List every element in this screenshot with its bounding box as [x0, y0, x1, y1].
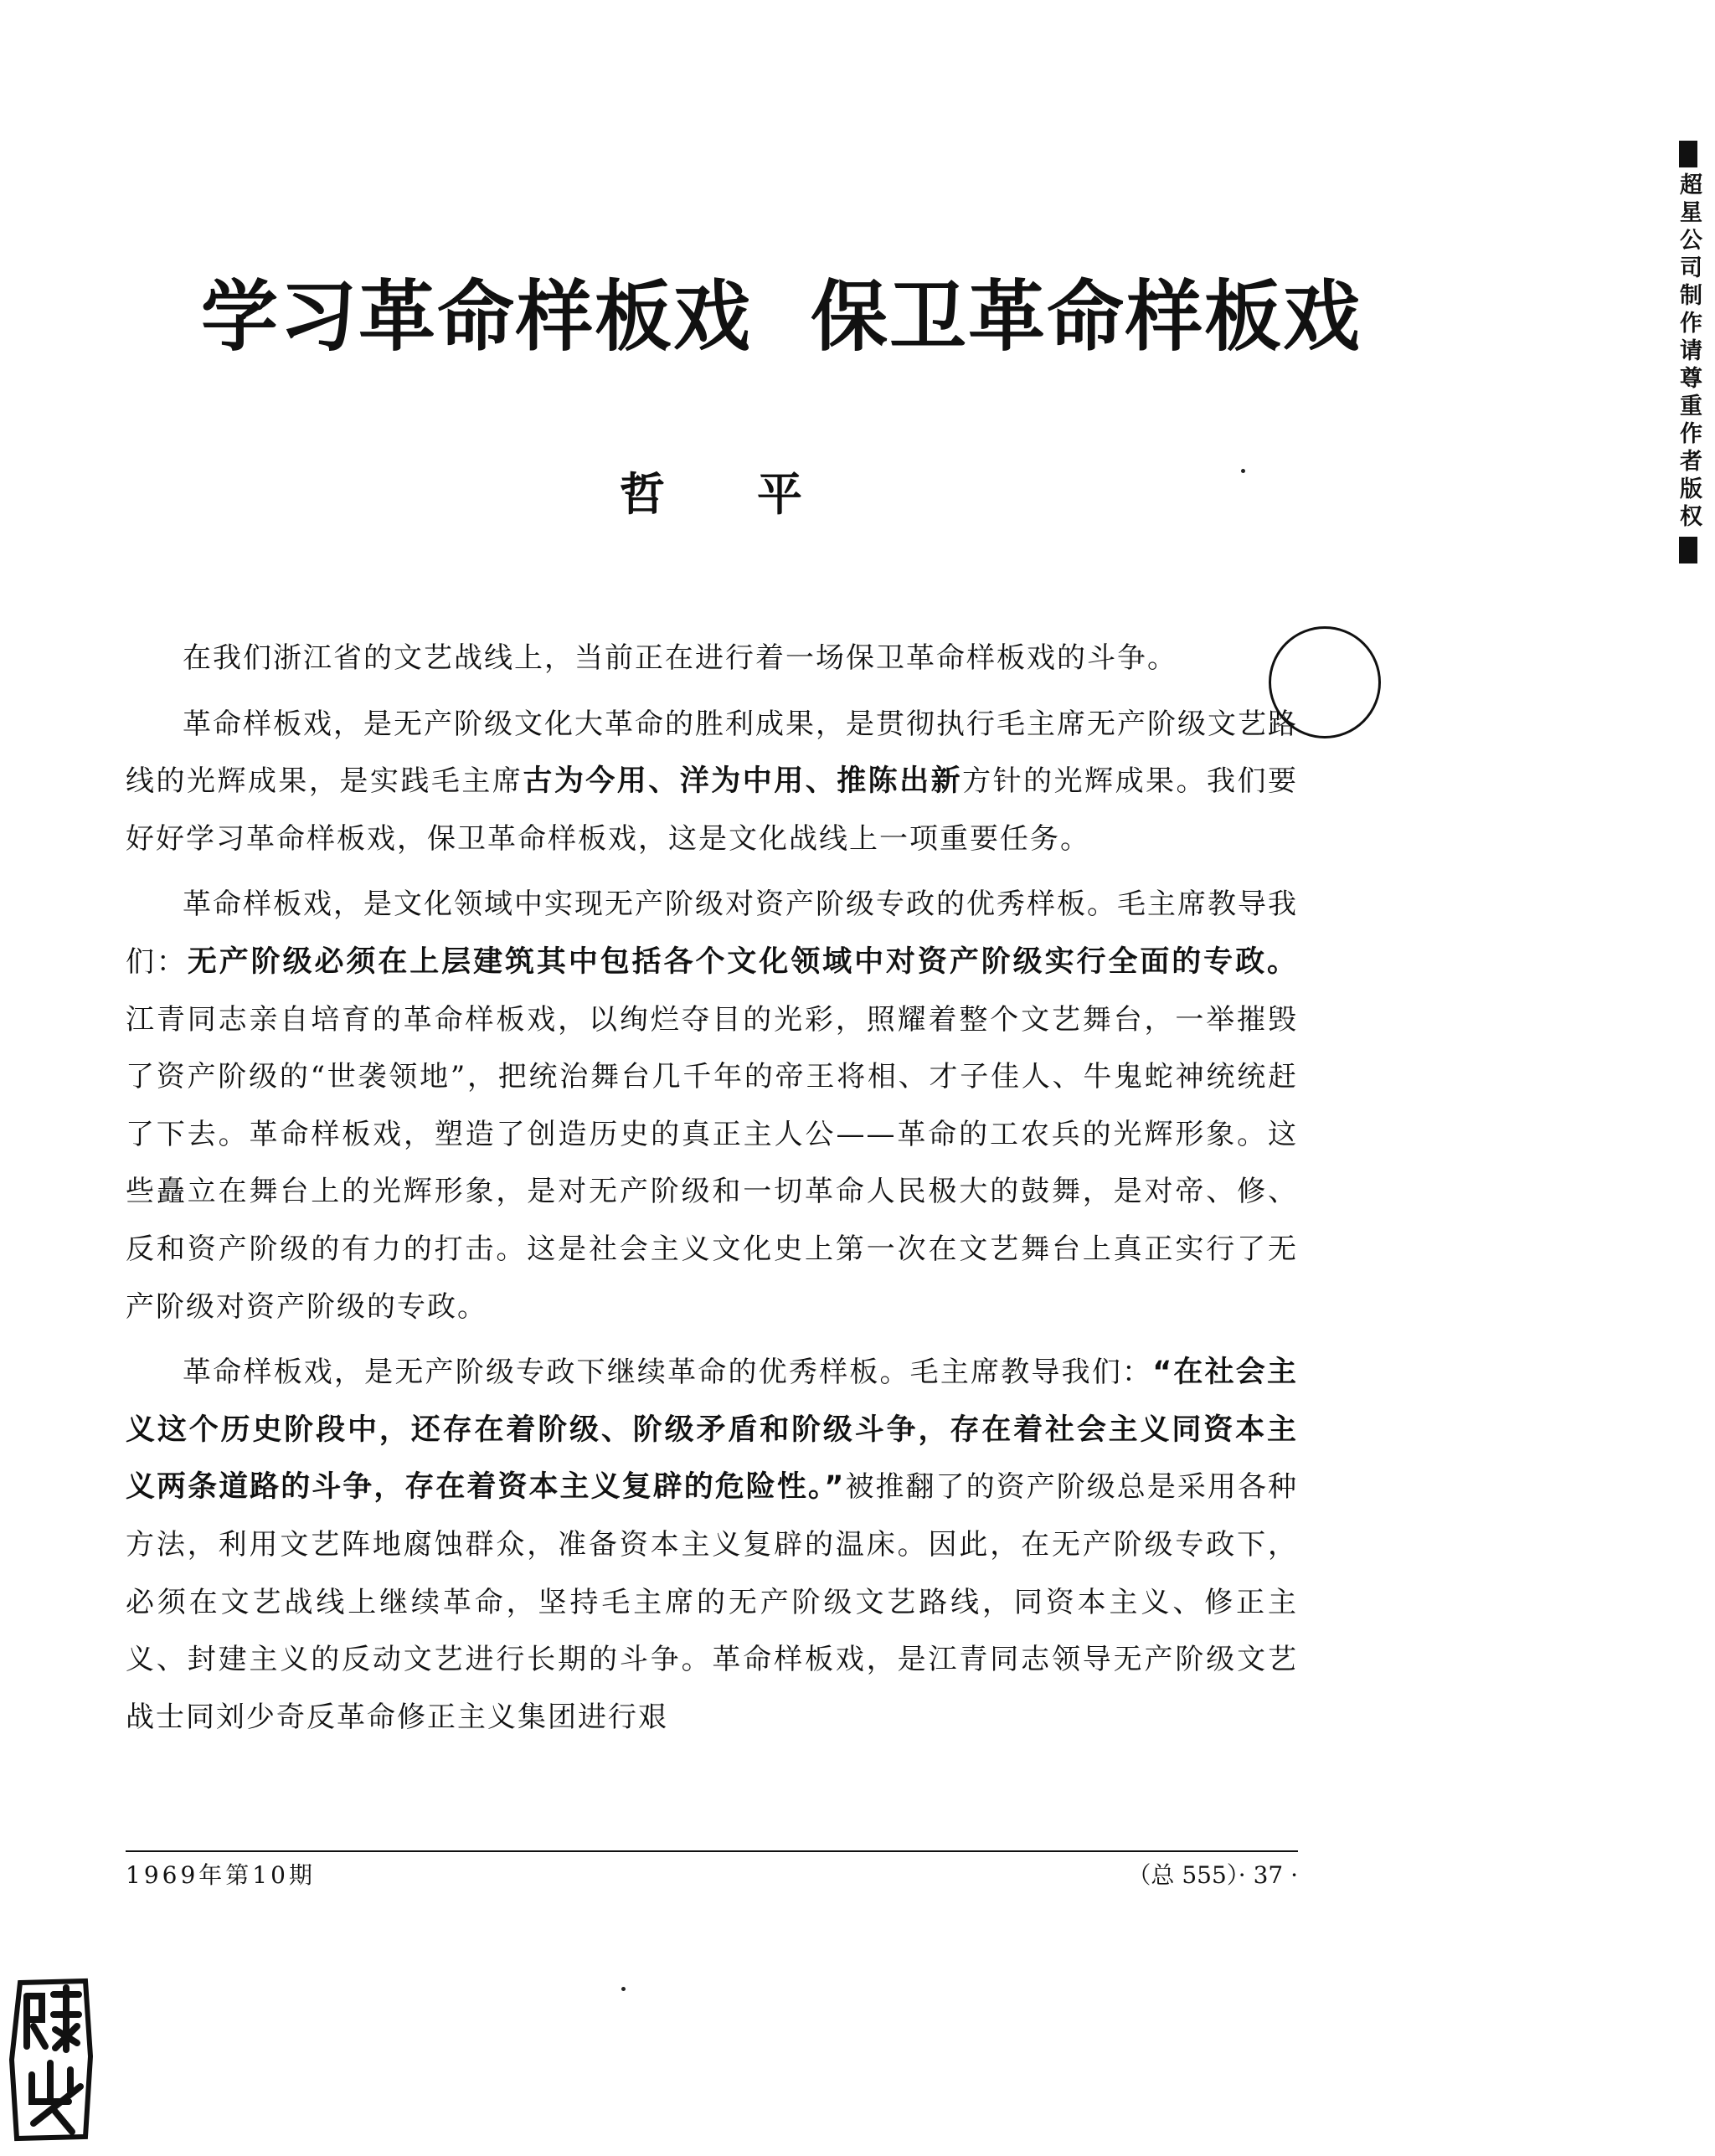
issue-label: 1969年第10期: [126, 1861, 316, 1889]
quote-dictatorship: 无产阶级必须在上层建筑其中包括各个文化领域中对资产阶级实行全面的专政。: [187, 944, 1298, 979]
author-name: 哲平: [620, 467, 894, 521]
paragraph-3: [126, 876, 1298, 1335]
title-part-2: 保卫革命样板戏: [811, 272, 1362, 362]
article-body: [126, 630, 1298, 1746]
seal-stamp: [8, 1976, 95, 2143]
paragraph-2-text-c: 方针的光辉成果。我们要好好学习革命样板戏，保卫革命样板戏，这是文化战线上一项重要任务。: [126, 764, 1299, 856]
paragraph-1: 在我们浙江省的文艺战线上，当前正在进行着一场保卫革命样板戏的斗争。: [183, 641, 1177, 675]
paragraph-3-text-c: 江青同志亲自培育的革命样板戏，以绚烂夺目的光彩，照耀着整个文艺舞台，一举摧毁了资产阶级的“世袭领地”，把统治舞台几千年的帝王将相、才子佳人、牛鬼蛇神统统赶了下去。革命样板戏，塑造了创造历史的真正主人公——革命的工农兵的光辉形象。这些矗立在舞台上的光辉形象，是对无产阶级和一切革命人民极大的鼓舞，是对帝、修、反和资产阶级的有力的打击。这是社会主义文化史上第一次在文艺舞台上真正实行了无产阶级对资产阶级的专政。: [126, 1002, 1298, 1324]
watermark-top-bar: [1679, 141, 1697, 167]
paragraph-2-text-a: 革命样板戏，是无产阶级文化大革命的胜利成果，是贯彻执行毛主席无产阶级文艺路线的光辉成果，是实践毛主席: [126, 707, 1298, 799]
footer-divider: [126, 1850, 1298, 1852]
watermark-bottom-bar: [1679, 537, 1697, 563]
circle-annotation: [1269, 626, 1381, 738]
page-number: （总 555）· 37 ·: [1127, 1861, 1298, 1889]
paragraph-4-text-c: 被推翻了的资产阶级总是采用各种方法，利用文艺阵地腐蚀群众，准备资本主义复辟的温床。因此，在无产阶级专政下，必须在文艺战线上继续革命，坚持毛主席的无产阶级文艺路线，同资本主义、修正主义、封建主义的反动文艺进行长期的斗争。革命样板戏，是江青同志领导无产阶级文艺战士同刘少奇反革命修正主义集团进行艰: [126, 1470, 1298, 1734]
paragraph-2: [126, 696, 1298, 868]
article-title: [201, 255, 1362, 366]
watermark-text: 超星公司制作请尊重作者版权: [1676, 172, 1702, 532]
title-part-1: 学习革命样板戏: [201, 272, 753, 362]
scan-speck: [1241, 469, 1245, 473]
quote-class-struggle: “在社会主义这个历史阶段中，还存在着阶级、阶级矛盾和阶级斗争，存在着社会主义同资本主义两条道路的斗争，存在着资本主义复辟的危险性。”: [126, 1356, 1298, 1505]
quote-policy: 古为今用、洋为中用、推陈出新: [523, 764, 963, 799]
paragraph-4: [126, 1344, 1298, 1746]
paragraph-3-text-a: 革命样板戏，是文化领域中实现无产阶级对资产阶级专政的优秀样板。毛主席教导我们：: [126, 888, 1298, 979]
paragraph-4-text-a: 革命样板戏，是无产阶级专政下继续革命的优秀样板。毛主席教导我们：: [183, 1356, 1153, 1390]
scan-speck: [621, 1987, 626, 1991]
copyright-watermark: [1661, 141, 1715, 563]
